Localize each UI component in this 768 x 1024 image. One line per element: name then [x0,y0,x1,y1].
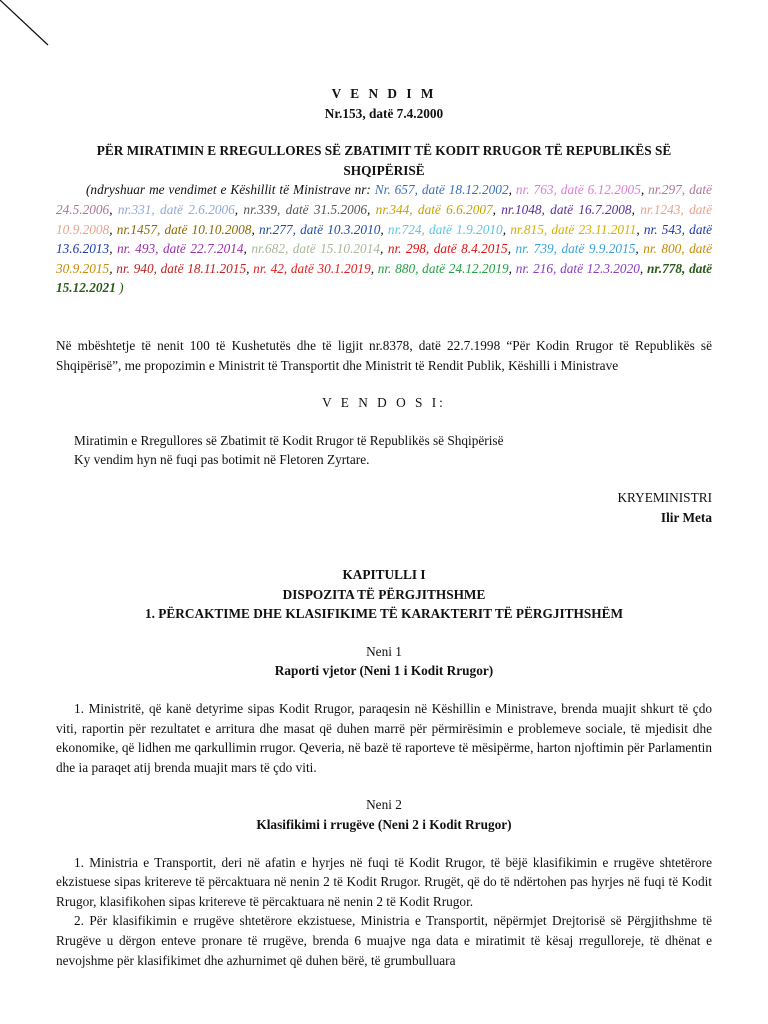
decision-number: Nr.153, datë 7.4.2000 [324,105,444,121]
amendment-reference: nr.339, datë 31.5.2006 [243,201,368,217]
article-title: Raporti vjetor (Neni 1 i Kodit Rrugor) [274,663,494,679]
amendments-open: (ndryshuar me vendimet e Këshillit të Ministrave nr: [86,182,375,198]
chapter-section: 1. PËRCAKTIME DHE KLASIFIKIME TË KARAKTERIT TË PËRGJITHSHËM [144,606,624,622]
preamble: Në mbështetje të nenit 100 të Kushetutës dhe të ligjit nr.8378, datë 22.7.1998 “Për Kodin Rrugor të Republikës së Shqipërisë”, me propozimin e Ministrit të Transportit dhe Ministrit të Rendit Publik, Këshilli i Ministrave [56,337,712,373]
decisions-list [56,431,712,470]
amendment-reference: nr.297, datë 24.5.2006 [56,182,712,217]
article-title: Klasifikimi i rrugëve (Neni 2 i Kodit Rrugor) [256,817,512,833]
amendment-reference: Nr. 657, datë 18.12.2002 [374,182,509,198]
amendment-reference: nr.1243, datë 10.9.2008 [56,201,712,237]
amendment-reference: nr.778, datë 15.12.2021 [56,260,712,296]
amendment-reference: nr. 763, datë 6.12.2005 [515,182,641,198]
amendment-reference: nr.277, datë 10.3.2010 [258,221,381,237]
amendment-reference: nr.1048, datë 16.7.2008 [501,201,632,217]
amendment-reference: nr. 880, datë 24.12.2019 [377,260,509,276]
amendment-reference: nr. 216, datë 12.3.2020 [515,260,640,276]
amendment-reference: nr.815, datë 23.11.2011 [510,221,637,237]
decision-title: V E N D I M [331,86,437,101]
amendment-reference: nr.331, datë 2.6.2006 [117,201,235,217]
amendment-reference: nr. 800, datë 30.9.2015 [56,241,713,276]
article-paragraph: 1. Ministria e Transportit, deri në afatin e hyrjes në fuqi të Kodit Rrugor, të bëjë klasifikimin e rrugëve shtetërore ekzistuese sipas kritereve të përcaktuara në nenin 2 të Kodit Rrugor. Rrugët, që do të ndërtohen pas hyrjes në fuqi të Kodit Rrugor, klasifikohen sipas kritereve të përcaktuara në nenin 2 të Kodit Rrugor. [56,854,712,909]
article-label: Neni 1 [366,643,402,659]
decides-heading: V E N D O S I: [322,395,446,411]
article-paragraph: 2. Për klasifikimin e rrugëve shtetërore ekzistuese, Ministria e Transportit, nëpërmjet Drejtorisë së Përgjithshme të Rrugëve u dërgon enteve pronare të rrugëve, brenda 6 muajve nga data e miratimit të kësaj rregulloreje, të dhënat e nevojshme për klasifikimet dhe azhurnimet që duhen bërë, të grumbulluara [56,913,712,968]
amendment-reference: nr. 493, datë 22.7.2014 [117,241,244,257]
article-paragraph: 1. Ministritë, që kanë detyrime sipas Kodit Rrugor, paraqesin në Këshillin e Ministrave, brenda muajit shkurt të çdo viti, raportin për rezultatet e arritura dhe masat që duhen marrë për përmirësimin e problemeve sociale, të mjedisit dhe ekonomike, që lidhen me qarkullimin rrugor. Qeveria, në bazë të raporteve të mësipërme, harton njoftimin për Parlamentin dhe ia paraqet atij brenda muajit mars të çdo viti. [56,701,712,775]
amendment-reference: nr. 739, datë 9.9.2015 [515,241,636,257]
decision-item: Ky vendim hyn në fuqi pas botimit në Fletoren Zyrtare. [74,452,370,468]
amendment-reference: nr. 42, datë 30.1.2019 [253,260,371,276]
corner-fold-mark [0,0,60,60]
chapter-name: DISPOZITA TË PËRGJITHSHME [282,586,486,602]
document-page [56,84,712,970]
chapter-label: KAPITULLI I [342,567,426,583]
amendment-reference: nr. 940, datë 18.11.2015 [116,260,247,276]
amendments-list: (ndryshuar me vendimet e Këshillit të Ministrave nr: Nr. 657, datë 18.12.2002, nr. 763, datë 6.12.2005, nr.297, datë 24.5.2006, nr.331, datë 2.6.2006, nr.339, datë 31.5.2006, nr.344, datë 6.6.2007, nr.1048, datë 16.7.2008, nr.1243, datë 10.9.2008, nr.1457, datë 10.10.2008, nr.277, datë 10.3.2010, nr.724, datë 1.9.2010, nr.815, datë 23.11.2011, nr. 543, datë 13.6.2013, nr. 493, datë 22.7.2014, nr.682, datë 15.10.2014, nr. 298, datë 8.4.2015, nr. 739, datë 9.9.2015, nr. 800, datë 30.9.2015, nr. 940, datë 18.11.2015, nr. 42, datë 30.1.2019, nr. 880, datë 24.12.2019, nr. 216, datë 12.3.2020, nr.778, datë 15.12.2021 ) [56,182,713,296]
amendments-close: ) [115,280,124,296]
amendment-reference: nr.1457, datë 10.10.2008 [116,221,252,237]
amendment-reference: nr. 543, datë 13.6.2013 [56,221,713,257]
amendment-reference: nr.344, datë 6.6.2007 [375,201,493,217]
signature-name: Ilir Meta [660,509,712,525]
decision-item: Miratimin e Rregullores së Zbatimit të Kodit Rrugor të Republikës së Shqipërisë [74,432,504,448]
decision-subject: PËR MIRATIMIN E RREGULLORES SË ZBATIMIT TË KODIT RRUGOR TË REPUBLIKËS SË SHQIPËRISË [96,143,672,178]
amendment-reference: nr.682, datë 15.10.2014 [251,241,380,257]
article-label: Neni 2 [366,797,402,813]
amendment-reference: nr.724, datë 1.9.2010 [387,221,503,237]
amendment-reference: nr. 298, datë 8.4.2015 [387,241,508,257]
signature-role: KRYEMINISTRI [617,489,712,505]
